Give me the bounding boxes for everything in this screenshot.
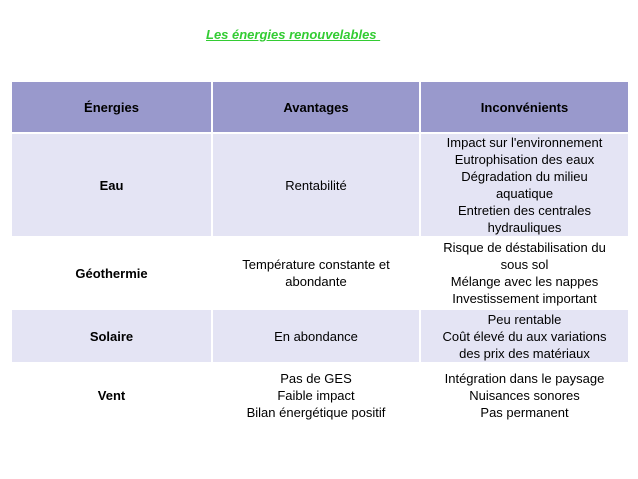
column-header-energies: Énergies [12, 82, 212, 133]
table-row [12, 133, 628, 237]
column-header-inconvenients: Inconvénients [420, 82, 628, 133]
energies-table [12, 82, 628, 428]
avantages-cell [212, 309, 420, 363]
inconvenient-line: des prix des matériaux [459, 345, 590, 361]
inconvenients-cell [420, 363, 628, 427]
avantage-line: Température constante et [242, 257, 390, 272]
avantage-line: Bilan énergétique positif [246, 404, 386, 420]
table-header-row [12, 82, 628, 133]
avantage-line: abondante [285, 274, 347, 289]
inconvenient-line: Dégradation du milieu [461, 169, 588, 184]
inconvenient-line: sous sol [500, 257, 549, 272]
avantage-line: En abondance [274, 328, 358, 344]
inconvenient-line: Entretien des centrales [458, 203, 591, 218]
table-row [12, 363, 628, 427]
inconvenients-cell [420, 133, 628, 237]
inconvenients-cell [420, 237, 628, 309]
inconvenient-line: Intégration dans le paysage [444, 370, 605, 386]
table-row [12, 237, 628, 309]
inconvenient-line: Mélange avec les nappes [450, 274, 599, 289]
avantage-line: Faible impact [277, 387, 355, 403]
avantage-line: Pas de GES [280, 370, 352, 386]
page-title: Les énergies renouvelables [206, 27, 381, 42]
energy-name-cell: Géothermie [12, 237, 212, 309]
inconvenient-line: Eutrophisation des eaux [454, 152, 595, 167]
inconvenient-line: Risque de déstabilisation du [443, 240, 606, 255]
inconvenients-cell [420, 309, 628, 363]
inconvenient-line: Pas permanent [480, 404, 569, 420]
energy-name-cell: Vent [12, 363, 212, 427]
inconvenient-line: aquatique [495, 186, 554, 201]
avantages-cell [212, 363, 420, 427]
column-header-avantages: Avantages [212, 82, 420, 133]
inconvenient-line: Coût élevé du aux variations [442, 328, 607, 344]
energy-name-cell: Solaire [12, 309, 212, 363]
avantages-cell [212, 237, 420, 309]
inconvenient-line: Nuisances sonores [469, 387, 580, 403]
inconvenient-line: Investissement important [452, 291, 597, 306]
inconvenient-line: Impact sur l'environnement [446, 135, 603, 150]
avantage-line: Rentabilité [285, 177, 347, 193]
inconvenient-line: hydrauliques [487, 220, 562, 235]
table-row [12, 309, 628, 363]
energy-name-cell: Eau [12, 133, 212, 237]
inconvenient-line: Peu rentable [487, 311, 562, 327]
avantages-cell [212, 133, 420, 237]
